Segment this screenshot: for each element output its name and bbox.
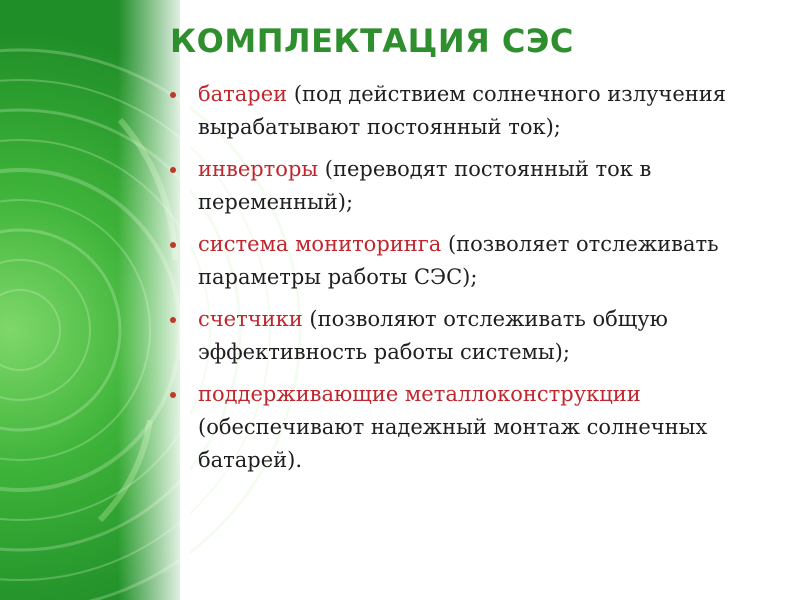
list-item [166,78,786,144]
item-term: счетчики [198,307,303,331]
bullet-dot-icon [170,242,176,248]
bullet-dot-icon [170,317,176,323]
bullet-list [166,78,786,477]
item-term: инверторы [198,157,319,181]
list-item [166,378,786,477]
item-description: (позволяют отслеживать общую эффективность работы системы); [198,307,668,364]
item-term: система мониторинга [198,232,442,256]
item-description: (позволяет отслеживать параметры работы СЭС); [198,232,719,289]
item-description: (переводят постоянный ток в переменный); [198,157,652,214]
bullet-dot-icon [170,167,176,173]
list-item [166,153,786,219]
bullet-dot-icon [170,392,176,398]
list-item [166,303,786,369]
item-description: (под действием солнечного излучения вырабатывают постоянный ток); [198,82,726,139]
slide-title: КОМПЛЕКТАЦИЯ СЭС [170,22,574,60]
item-term: поддерживающие металлоконструкции [198,382,641,406]
list-item [166,228,786,294]
item-description: (обеспечивают надежный монтаж солнечных батарей). [198,415,708,472]
item-term: батареи [198,82,288,106]
bullet-dot-icon [170,92,176,98]
content-area [166,78,786,486]
